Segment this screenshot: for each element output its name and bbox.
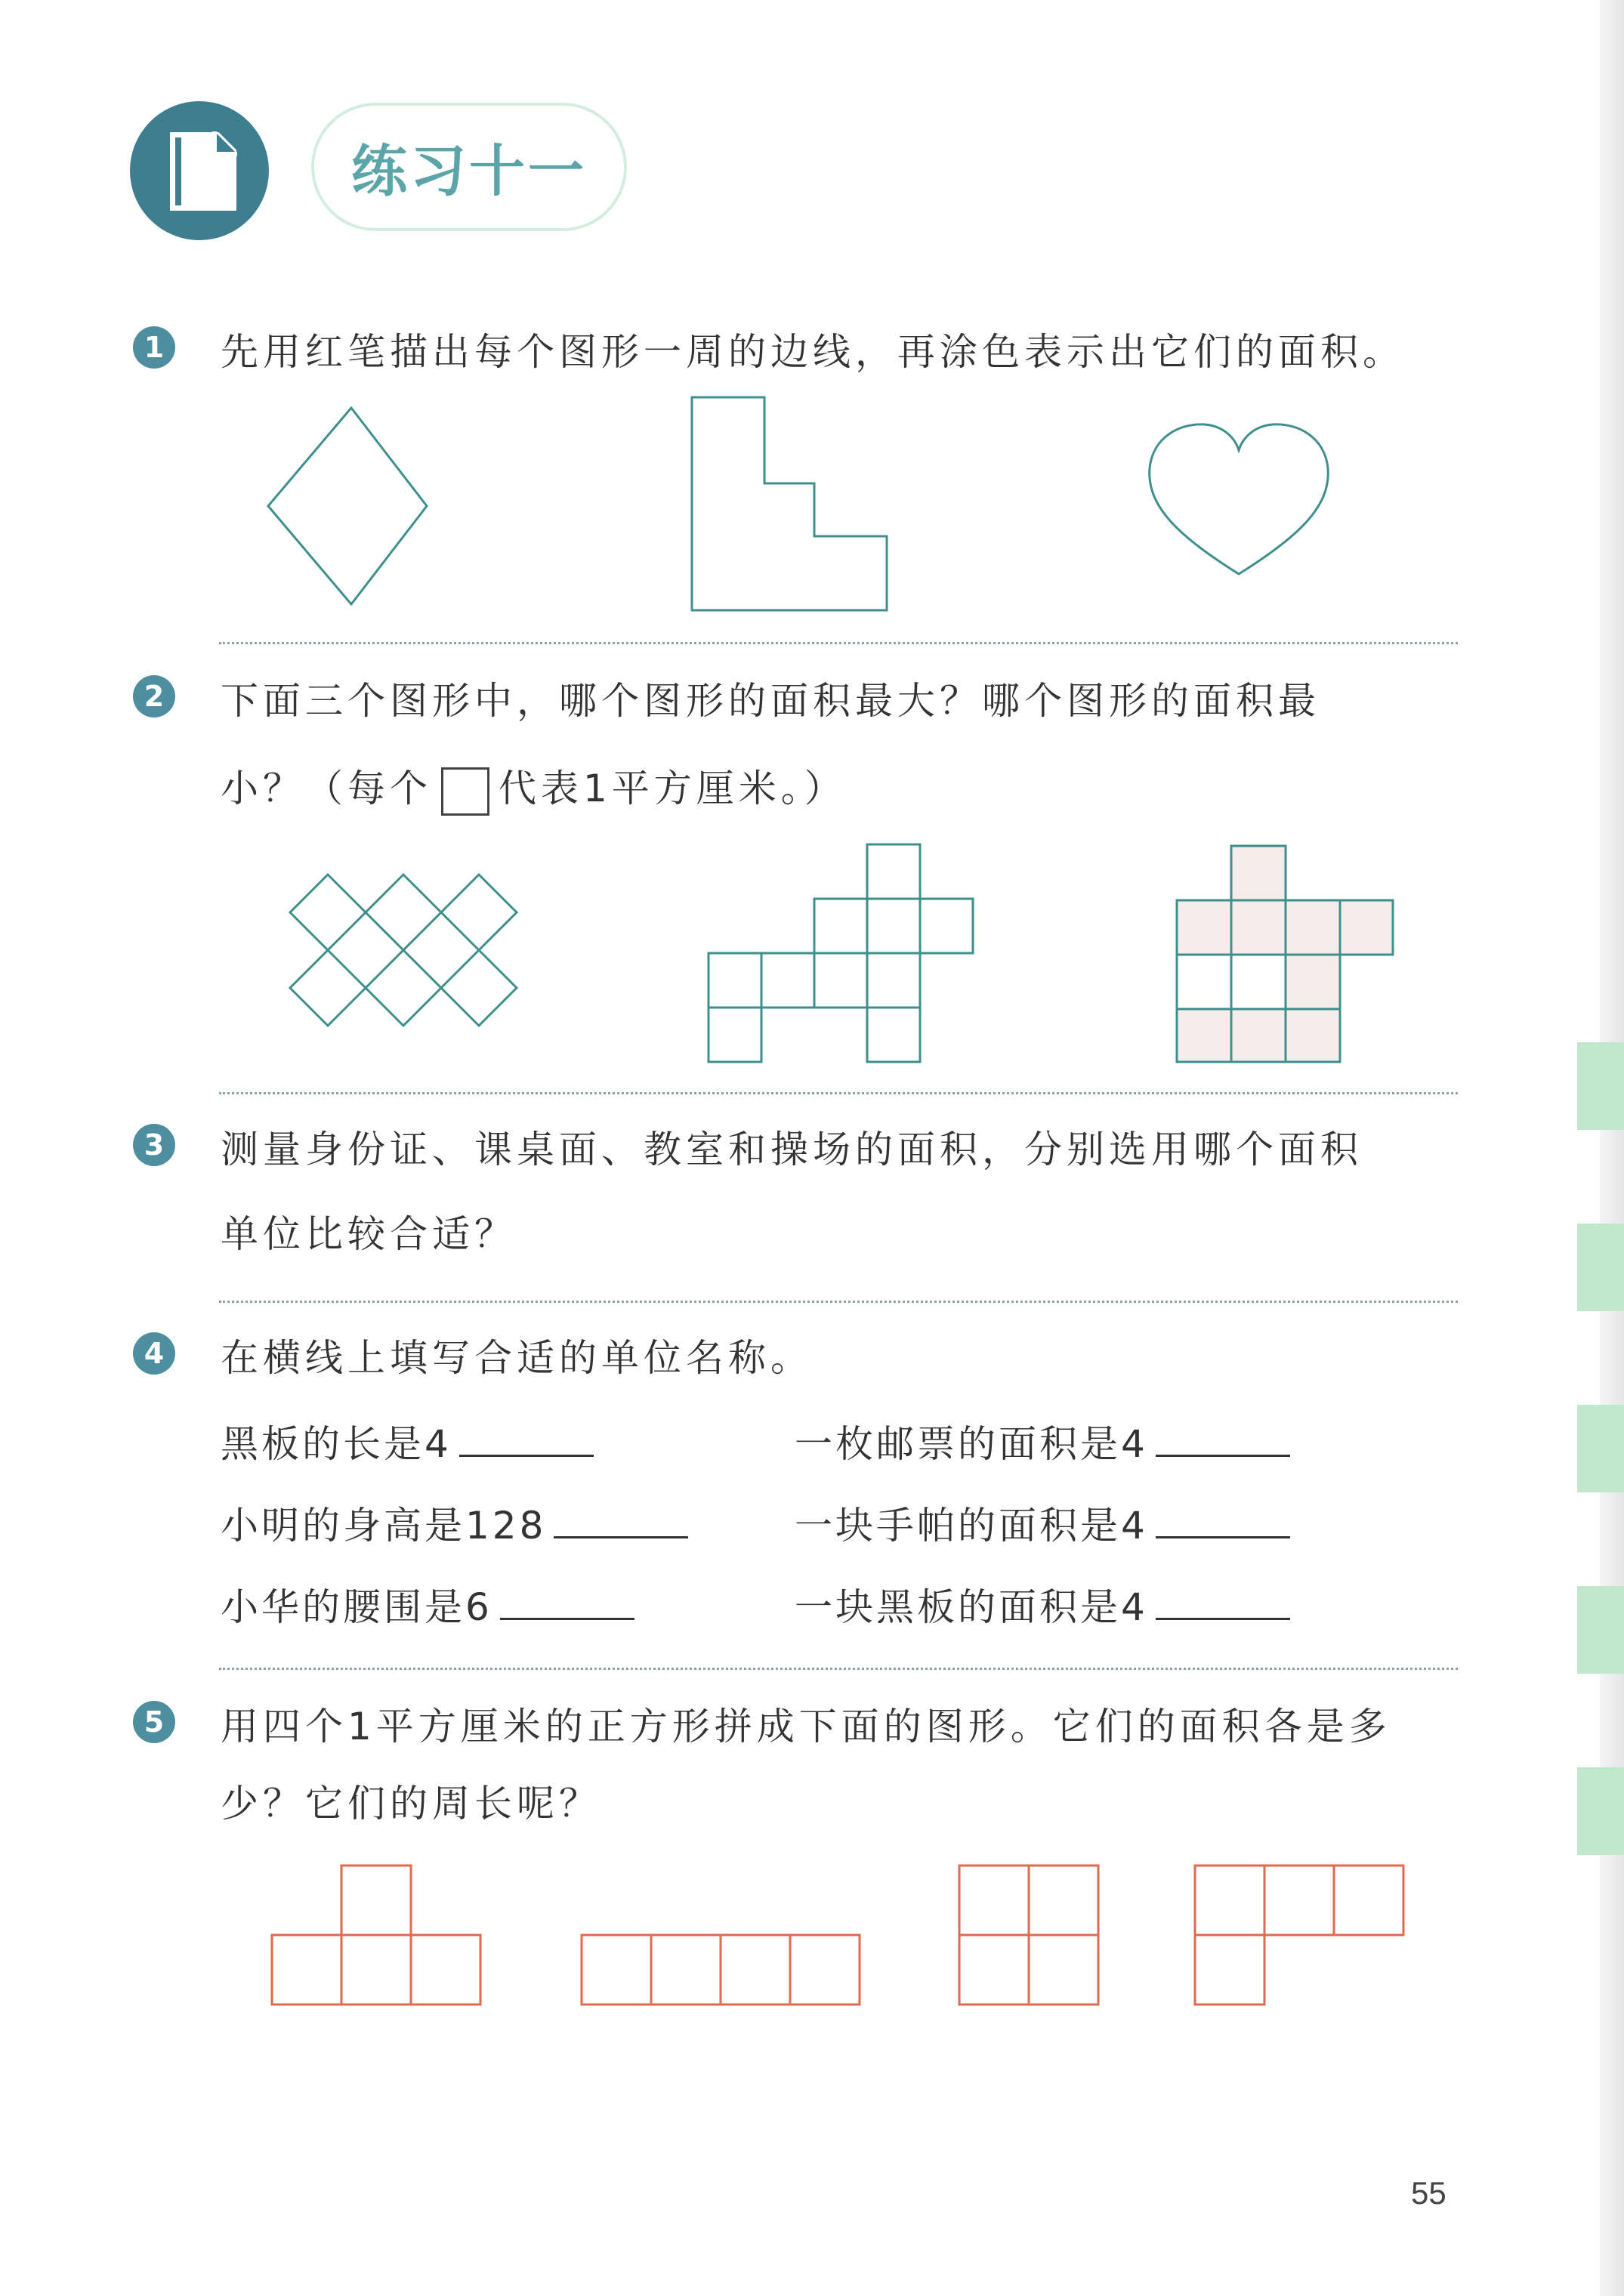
unit-square-icon xyxy=(441,767,489,816)
tilted-squares-figure xyxy=(279,869,521,1042)
answer-blank[interactable] xyxy=(459,1421,594,1457)
grid-figure-b xyxy=(702,838,982,1065)
side-tab xyxy=(1577,1405,1624,1492)
q4-left-text: 小明的身高是128 xyxy=(221,1504,547,1548)
section-divider xyxy=(219,1301,1458,1303)
q4-right-item-1 xyxy=(795,1414,1290,1468)
l-shape-figure xyxy=(1189,1859,1416,2018)
grid-figure-c xyxy=(1171,840,1397,1066)
page-title: 练习十一 xyxy=(351,139,587,204)
question-number-5: 5 xyxy=(133,1701,175,1743)
page-number: 55 xyxy=(1411,2175,1446,2211)
diamond-shape xyxy=(257,393,453,612)
q4-left-item-3 xyxy=(221,1577,634,1631)
q4-right-text: 一枚邮票的面积是4 xyxy=(795,1422,1148,1466)
side-tab xyxy=(1577,1224,1624,1311)
q4-left-text: 黑板的长是4 xyxy=(221,1422,452,1466)
question-2-line-2 xyxy=(221,758,847,816)
question-3-line-2: 单位比较合适？ xyxy=(221,1212,517,1256)
q4-right-text: 一块黑板的面积是4 xyxy=(795,1585,1148,1629)
side-tab xyxy=(1577,1767,1624,1855)
section-divider xyxy=(219,1092,1458,1094)
q4-left-item-1 xyxy=(221,1414,594,1468)
t-shape-figure xyxy=(266,1859,492,2018)
side-tab xyxy=(1577,1042,1624,1130)
answer-blank[interactable] xyxy=(1156,1421,1290,1457)
question-number-4: 4 xyxy=(133,1332,175,1375)
q4-right-item-2 xyxy=(795,1495,1290,1550)
question-4-text: 在横线上填写合适的单位名称。 xyxy=(221,1336,813,1380)
square-shape-figure xyxy=(953,1859,1112,2018)
section-divider xyxy=(219,1668,1458,1670)
question-2-line-2-end: 代表1平方厘米。） xyxy=(499,767,847,810)
step-shape xyxy=(680,385,906,619)
question-5-line-2: 少？它们的周长呢？ xyxy=(221,1782,601,1825)
answer-blank[interactable] xyxy=(1156,1585,1290,1620)
question-1-text: 先用红笔描出每个图形一周的边线，再涂色表示出它们的面积。 xyxy=(221,330,1405,374)
question-5-line-1: 用四个1平方厘米的正方形拼成下面的图形。它们的面积各是多 xyxy=(221,1705,1391,1748)
question-number-3: 3 xyxy=(133,1124,175,1166)
question-number-2: 2 xyxy=(133,675,175,718)
q4-right-text: 一块手帕的面积是4 xyxy=(795,1504,1148,1548)
question-3-line-1: 测量身份证、课桌面、教室和操场的面积，分别选用哪个面积 xyxy=(221,1128,1363,1171)
heart-shape xyxy=(1133,415,1345,589)
q4-left-text: 小华的腰围是6 xyxy=(221,1585,492,1629)
question-2-line-2-start: 小？（每个 xyxy=(221,767,432,810)
answer-blank[interactable] xyxy=(500,1585,634,1620)
q4-left-item-2 xyxy=(221,1495,688,1550)
section-divider xyxy=(219,642,1458,644)
line-shape-figure xyxy=(576,1929,870,2012)
answer-blank[interactable] xyxy=(554,1503,688,1538)
question-2-line-1: 下面三个图形中，哪个图形的面积最大？哪个图形的面积最 xyxy=(221,679,1320,723)
side-tab xyxy=(1577,1586,1624,1674)
answer-blank[interactable] xyxy=(1156,1503,1290,1538)
page-edge xyxy=(1600,0,1624,2296)
exercise-title-pill xyxy=(311,103,627,231)
question-number-1: 1 xyxy=(133,326,175,369)
document-icon xyxy=(130,101,269,240)
q4-right-item-3 xyxy=(795,1577,1290,1631)
